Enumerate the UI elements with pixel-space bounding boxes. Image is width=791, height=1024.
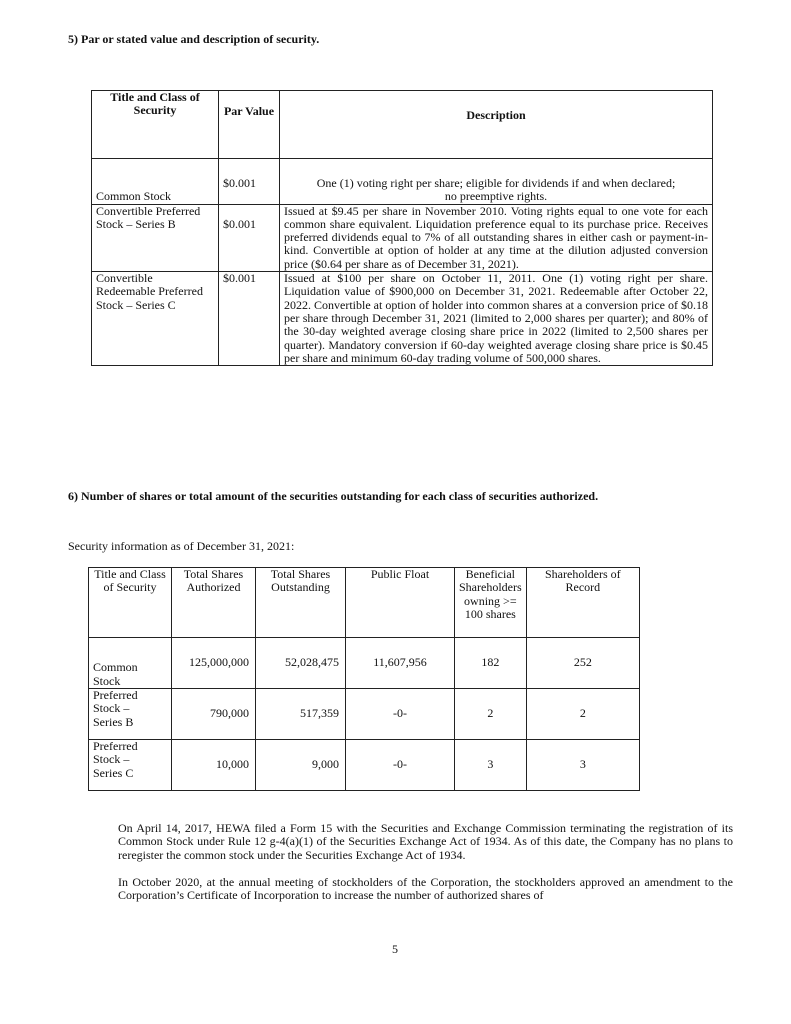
cell-outstanding: 52,028,475 <box>256 638 346 689</box>
page-number: 5 <box>392 942 398 956</box>
header-beneficial-shareholders: Beneficial Shareholders owning >= 100 shares <box>455 568 527 638</box>
header-shareholders-of-record: Shareholders of Record <box>526 568 639 638</box>
header-total-outstanding: Total Shares Outstanding <box>256 568 346 638</box>
cell-authorized: 790,000 <box>172 689 256 740</box>
cell-title: Convertible Preferred Stock – Series B <box>92 204 219 271</box>
cell-record: 3 <box>526 740 639 791</box>
par-value-table <box>91 90 713 366</box>
cell-title: Preferred Stock – Series C <box>89 740 172 791</box>
cell-public-float: -0- <box>346 740 455 791</box>
table-row <box>89 689 640 740</box>
table-row <box>92 272 713 366</box>
table-row <box>89 638 640 689</box>
cell-title: Common Stock <box>89 638 172 689</box>
security-info-intro: Security information as of December 31, 2021: <box>68 539 295 553</box>
cell-par: $0.001 <box>219 272 280 366</box>
table-row <box>92 204 713 271</box>
header-public-float: Public Float <box>346 568 455 638</box>
section5-heading: 5) Par or stated value and description of security. <box>68 32 320 46</box>
shares-outstanding-table <box>88 567 640 791</box>
paragraph-amendment: In October 2020, at the annual meeting of stockholders of the Corporation, the stockholders approved an amendment to the Corporation’s Certificate of Incorporation to increase the number of authorized shares of <box>118 875 733 903</box>
table-row <box>89 740 640 791</box>
paragraph-form15: On April 14, 2017, HEWA filed a Form 15 with the Securities and Exchange Commission terminating the registration of its Common Stock under Rule 12 g-4(a)(1) of the Securities Exchange Act of 1934. As of this date, the Company has no plans to reregister the common stock under the Securities Exchange Act of 1934. <box>118 821 733 862</box>
header-title-class: Title and Class of Security <box>92 91 219 159</box>
cell-par: $0.001 <box>219 204 280 271</box>
cell-outstanding: 517,359 <box>256 689 346 740</box>
header-par-value: Par Value <box>219 91 280 159</box>
table-row <box>92 159 713 205</box>
cell-beneficial: 3 <box>455 740 527 791</box>
cell-title: Preferred Stock – Series B <box>89 689 172 740</box>
cell-public-float: 11,607,956 <box>346 638 455 689</box>
header-description: Description <box>280 91 713 159</box>
cell-record: 252 <box>526 638 639 689</box>
header-total-authorized: Total Shares Authorized <box>172 568 256 638</box>
header-title-class: Title and Class of Security <box>89 568 172 638</box>
cell-beneficial: 182 <box>455 638 527 689</box>
cell-record: 2 <box>526 689 639 740</box>
cell-outstanding: 9,000 <box>256 740 346 791</box>
cell-title: Convertible Redeemable Preferred Stock – Series C <box>92 272 219 366</box>
cell-authorized: 10,000 <box>172 740 256 791</box>
section6-heading: 6) Number of shares or total amount of the securities outstanding for each class of securities authorized. <box>68 489 599 503</box>
cell-public-float: -0- <box>346 689 455 740</box>
cell-authorized: 125,000,000 <box>172 638 256 689</box>
cell-description: One (1) voting right per share; eligible for dividends if and when declared; no preemptive rights. <box>280 159 713 205</box>
cell-description: Issued at $100 per share on October 11, 2011. One (1) voting right per share. Liquidation value of $900,000 on December 31, 2021. Redeemable after October 22, 2022. Convertible at option of holder into common shares at a conversion price of $0.18 per share through December 31, 2021 (limited to 2,000 shares per quarter); and 80% of the 30-day weighted average closing share price in 2022 (limited to 2,500 shares per quarter). Mandatory conversion if 60-day weighted average closing share price is $0.45 per share and minimum 60-day trading volume of 500,000 shares. <box>280 272 713 366</box>
cell-beneficial: 2 <box>455 689 527 740</box>
cell-title: Common Stock <box>92 159 219 205</box>
cell-description: Issued at $9.45 per share in November 2010. Voting rights equal to one vote for each common share equivalent. Liquidation preference equal to its purchase price. Receives preferred dividends equal to 7% of all outstanding shares in either cash or payment-in-kind. Convertible at option of holder at any time at the dilution adjusted conversion price ($0.64 per share as of December 31, 2021). <box>280 204 713 271</box>
cell-par: $0.001 <box>219 159 280 205</box>
